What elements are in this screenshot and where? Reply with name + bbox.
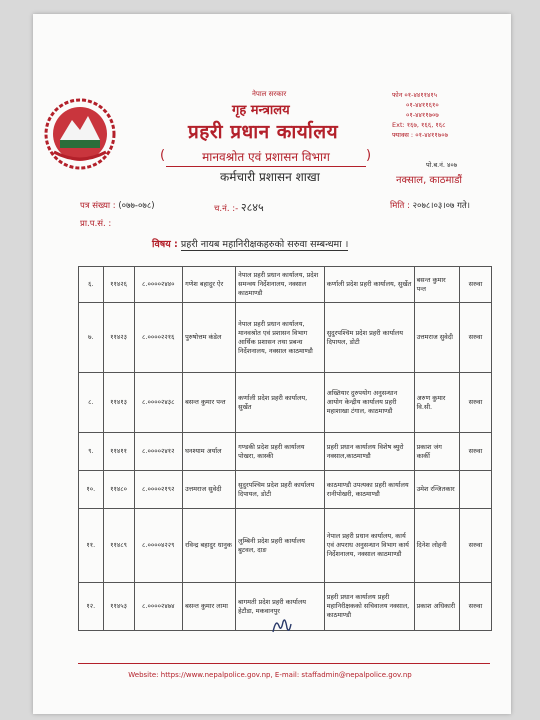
cell-from: नेपाल प्रहरी प्रधान कार्यालय, प्रदेश समन्वय निर्देशनालय, नक्साल काठमाण्डौ xyxy=(236,267,325,303)
patra-sankhya xyxy=(80,200,155,211)
contact-block xyxy=(392,90,448,140)
prasa xyxy=(80,218,111,229)
cell-number: ११४२६ xyxy=(103,267,134,303)
fax-value: ०१-४४११७०७ xyxy=(415,131,448,139)
cell-replacement: उत्तमराज सुवेदी xyxy=(414,303,459,373)
cell-remark: सरुवा xyxy=(459,303,491,373)
govt-label: नेपाल सरकार xyxy=(252,90,287,98)
office-location: नक्साल, काठमाडौं xyxy=(396,175,463,186)
phone-3: ०१-४४११७०७ xyxy=(406,111,439,119)
cell-number: ११४२३ xyxy=(103,303,134,373)
patra-label: पत्र संख्या : xyxy=(80,201,116,211)
cell-remark: सरुवा xyxy=(459,373,491,433)
chalani-value: २८४५ xyxy=(240,201,264,214)
paren-right-decoration: ) xyxy=(366,148,372,163)
department-title: मानवश्रोत एवं प्रशासन विभाग xyxy=(166,148,366,167)
nepal-police-emblem xyxy=(42,96,118,172)
cell-remark: सरुवा xyxy=(459,583,491,631)
transfer-table xyxy=(78,266,492,631)
cell-replacement: बसन्त कुमार पन्त xyxy=(414,267,459,303)
subject-line xyxy=(152,237,348,250)
table-row xyxy=(79,267,492,303)
cell-id: ८.००००२१९२ xyxy=(134,471,183,509)
cell-id: ८.००००४२२९ xyxy=(134,509,183,583)
table-row xyxy=(79,373,492,433)
cell-to: काठमाण्डौ उपत्यका प्रहरी कार्यालय रानीपोखरी, काठमाण्डौ xyxy=(324,471,414,509)
ministry-title: गृह मन्त्रालय xyxy=(232,103,290,118)
cell-number: ११४५३ xyxy=(103,583,134,631)
cell-replacement: उमेश रन्जितकार xyxy=(414,471,459,509)
footer-contact: Website: https://www.nepalpolice.gov.np, E-mail: staffadmin@nepalpolice.gov.np xyxy=(128,671,412,679)
po-box: पो.ब.नं. ४०७ xyxy=(426,161,458,169)
cell-number: ११४११ xyxy=(103,433,134,471)
phone-2: ०१-४४११६१० xyxy=(406,101,439,109)
cell-from: सुदुरपश्चिम प्रदेश प्रहरी कार्यालय दिपायल, डोटी xyxy=(236,471,325,509)
cell-name: गणेश बहादुर ऐर xyxy=(183,267,236,303)
cell-from: गण्डकी प्रदेश प्रहरी कार्यालय पोखरा, कास्की xyxy=(236,433,325,471)
cell-name: घनश्याम अर्याल xyxy=(183,433,236,471)
subject-text: प्रहरी नायब महानिरीक्षकहरुको सरुवा सम्बन्धमा । xyxy=(180,239,349,250)
miti xyxy=(390,200,470,211)
table-row xyxy=(79,303,492,373)
cell-to: प्रहरी प्रधान कार्यालय विशेष ब्युरो नक्साल,काठमाण्डौ xyxy=(324,433,414,471)
cell-replacement: दिनेश लोहनी xyxy=(414,509,459,583)
cell-sn: ९. xyxy=(79,433,104,471)
cell-replacement: अरुण कुमार वि.सी. xyxy=(414,373,459,433)
miti-label: मिति : xyxy=(390,201,410,211)
cell-number: ११४८९ xyxy=(103,509,134,583)
cell-id: ८.००००२४३८ xyxy=(134,373,183,433)
ext-label: Ext: xyxy=(392,121,405,129)
cell-to: कर्णाली प्रदेश प्रहरी कार्यालय, सुर्खेत xyxy=(324,267,414,303)
cell-sn: ८. xyxy=(79,373,104,433)
cell-number: ११४८० xyxy=(103,471,134,509)
cell-sn: ६. xyxy=(79,267,104,303)
cell-number: ११४१३ xyxy=(103,373,134,433)
chalani-label: च.नं. :- xyxy=(214,204,239,214)
cell-to: प्रहरी प्रधान कार्यालय प्रहरी महानिरीक्षकको सचिवालय नक्साल, काठमाण्डौ xyxy=(324,583,414,631)
cell-sn: १२. xyxy=(79,583,104,631)
table-row xyxy=(79,471,492,509)
cell-from: नेपाल प्रहरी प्रधान कार्यालय, मानवश्रोत एवं प्रशासन विभाग आर्थिक प्रशासन तथा प्रबन्ध निर्देशनालय, नक्साल काठमाण्डौ xyxy=(236,303,325,373)
cell-name: बसन्त कुमार पन्त xyxy=(183,373,236,433)
patra-value: (०७७-०७८) xyxy=(118,201,155,211)
cell-replacement: प्रकाश जंग कार्की xyxy=(414,433,459,471)
cell-sn: १०. xyxy=(79,471,104,509)
cell-remark: सरुवा xyxy=(459,509,491,583)
cell-name: उत्तमराज सुवेदी xyxy=(183,471,236,509)
cell-remark xyxy=(459,471,491,509)
phone-label: फोन xyxy=(392,91,403,99)
subject-label: विषय : xyxy=(152,239,178,250)
cell-from: लुम्बिनी प्रदेश प्रहरी कार्यालय बुटवल, दाङ xyxy=(236,509,325,583)
cell-from: बागमती प्रदेश प्रहरी कार्यालय हेटौडा, मकवानपुर xyxy=(236,583,325,631)
cell-to: नेपाल प्रहरी प्रधान कार्यालय, कार्य एवं अपराध अनुसन्धान विभाग कार्य निर्देशनालय, नक्साल काठमाण्डौ xyxy=(324,509,414,583)
table-row xyxy=(79,509,492,583)
cell-to: सुदुरपश्चिम प्रदेश प्रहरी कार्यालय दिपायल, डोटी xyxy=(324,303,414,373)
signature-mark xyxy=(270,612,294,636)
office-title: प्रहरी प्रधान कार्यालय xyxy=(188,121,339,143)
cell-from: कर्णाली प्रदेश प्रहरी कार्यालय, सुर्खेत xyxy=(236,373,325,433)
ext-value: १६७, १६६, १६८ xyxy=(406,121,446,129)
cell-to: अख्तियार दुरुपयोग अनुसन्धान आयोग केन्द्रीय कार्यालय प्रहरी महाशाखा टंगाल, काठमाण्डौ xyxy=(324,373,414,433)
prasa-label: प्रा.प.सं. : xyxy=(80,219,112,229)
cell-id: ८.००००२४१२ xyxy=(134,433,183,471)
cell-replacement: प्रकाश अधिकारी xyxy=(414,583,459,631)
cell-id: ८.००००२४४० xyxy=(134,267,183,303)
fax-label: फ्याक्स : xyxy=(392,131,414,139)
cell-id: ८.००००२४७४ xyxy=(134,583,183,631)
cell-sn: ७. xyxy=(79,303,104,373)
table-row xyxy=(79,433,492,471)
cell-remark: सरुवा xyxy=(459,433,491,471)
phone-1: ०१-४४११४१५ xyxy=(404,91,438,99)
cell-name: रविन्द्र बहादुर धानुक xyxy=(183,509,236,583)
footer-divider xyxy=(78,663,490,664)
paren-left-decoration: ( xyxy=(160,148,166,163)
miti-value: २०७८।०३।०७ गते। xyxy=(412,201,470,211)
cell-sn: ११. xyxy=(79,509,104,583)
cell-id: ८.००००२२१६ xyxy=(134,303,183,373)
cell-remark: सरुवा xyxy=(459,267,491,303)
cell-name: बसन्त कुमार लामा xyxy=(183,583,236,631)
cell-name: पुरुषोत्तम कंडेल xyxy=(183,303,236,373)
branch-title: कर्मचारी प्रशासन शाखा xyxy=(220,170,320,184)
chalani-number xyxy=(214,200,264,215)
